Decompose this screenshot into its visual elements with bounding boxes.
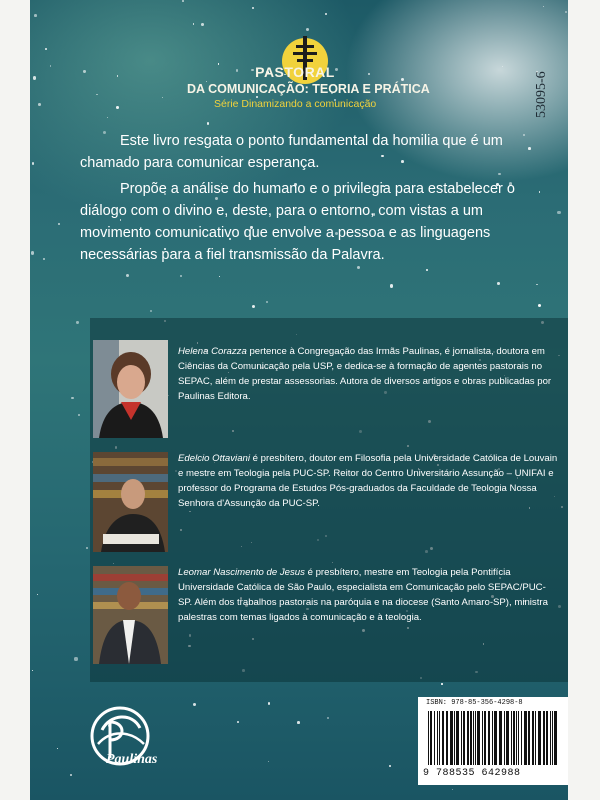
- star-dot: [33, 76, 36, 79]
- star-dot: [78, 414, 80, 416]
- star-dot: [207, 122, 209, 124]
- star-dot: [58, 223, 60, 225]
- star-dot: [266, 301, 268, 303]
- star-dot: [150, 310, 152, 312]
- author-bio: Edelcio Ottaviani é presbítero, doutor em Filosofia pela Universidade Católica de Louvain e mestre em Teologia pela PUC-SP. Reitor do Centro Universitário Assunção – UNIFAI e professor do Programa de Estudos Pós-graduados da Faculdade de Teologia Nossa Senhora d'Assunção da PUC-SP.: [178, 453, 558, 509]
- author-photo: [93, 566, 168, 664]
- author-name: Leomar Nascimento de Jesus: [178, 567, 305, 578]
- star-dot: [297, 721, 300, 724]
- book-back-cover: [30, 0, 568, 800]
- star-dot: [83, 70, 85, 72]
- author-photo: [93, 452, 168, 552]
- star-dot: [76, 321, 78, 323]
- star-dot: [441, 683, 443, 685]
- paulinas-logo-icon: [80, 700, 170, 790]
- series-subtitle: Série Dinamizando a comunicação: [214, 98, 377, 110]
- star-dot: [37, 594, 38, 595]
- catalog-code: 53095-6: [534, 71, 549, 119]
- barcode-label: [418, 697, 568, 785]
- star-dot: [390, 284, 393, 287]
- barcode-icon: [426, 711, 560, 767]
- star-dot: [162, 97, 163, 98]
- author-name: Helena Corazza: [178, 346, 247, 357]
- series-title: PASTORAL: [255, 64, 335, 80]
- publisher-name: Paulinas: [106, 752, 158, 767]
- star-dot: [31, 251, 34, 254]
- star-dot: [71, 397, 74, 400]
- star-dot: [126, 274, 129, 277]
- star-dot: [538, 304, 541, 307]
- barcode-digits: 9 788535 642988: [423, 768, 521, 779]
- star-dot: [497, 282, 500, 285]
- star-dot: [536, 284, 538, 286]
- star-dot: [327, 717, 329, 719]
- star-dot: [557, 211, 560, 214]
- star-dot: [86, 547, 88, 549]
- blurb-paragraph-1: Este livro resgata o ponto fundamental da homilia que é um chamado para comunicar esperança.: [80, 133, 503, 171]
- star-dot: [201, 23, 204, 26]
- star-dot: [268, 702, 270, 704]
- author-bio: Leomar Nascimento de Jesus é presbítero, mestre em Teologia pela Pontifícia Universidade Católica de São Paulo, especialista em Comunicação pelo SEPAC/PUC-SP. Além dos trabalhos pastorais na paróquia e na diocese (Santo Amaro-SP), ministra palestras com temas ligados à comunicação e à teologia.: [178, 567, 548, 623]
- star-dot: [117, 75, 118, 76]
- star-dot: [96, 94, 98, 96]
- star-dot: [193, 703, 196, 706]
- star-dot: [45, 48, 47, 50]
- star-dot: [32, 162, 35, 165]
- star-dot: [502, 66, 503, 67]
- star-dot: [57, 748, 58, 749]
- series-title-line2: DA COMUNICAÇÃO: TEORIA E PRÁTICA: [187, 82, 430, 96]
- author-name: Edelcio Ottaviani: [178, 453, 250, 464]
- star-dot: [116, 106, 119, 109]
- star-dot: [50, 65, 51, 66]
- star-dot: [74, 657, 77, 660]
- star-dot: [306, 28, 309, 31]
- isbn-text: ISBN: 978-85-356-4298-8: [426, 699, 523, 707]
- author-bio: Helena Corazza pertence à Congregação das Irmãs Paulinas, é jornalista, doutora em Ciências da Comunicação pela USP, e dedica-se à formação de agentes pastorais no SEPAC, além de prestar assessorias. Autora de diversos artigos e obras publicadas por Paulinas Editora.: [178, 346, 552, 402]
- star-dot: [325, 13, 327, 15]
- star-dot: [107, 117, 108, 118]
- star-dot: [252, 305, 255, 308]
- star-dot: [182, 0, 184, 2]
- star-dot: [219, 276, 220, 277]
- star-dot: [268, 761, 269, 762]
- author-photo: [93, 340, 168, 438]
- star-dot: [452, 789, 453, 790]
- star-dot: [43, 258, 45, 260]
- series-logo: [187, 36, 450, 116]
- star-dot: [389, 765, 391, 767]
- authors-panel: [90, 318, 568, 682]
- star-dot: [180, 275, 182, 277]
- star-dot: [70, 774, 72, 776]
- star-dot: [193, 23, 194, 24]
- star-dot: [38, 103, 41, 106]
- blurb-text: [80, 130, 550, 270]
- star-dot: [543, 6, 545, 8]
- star-dot: [252, 7, 254, 9]
- star-dot: [32, 670, 33, 671]
- blurb-paragraph-2: Propõe a análise do humano e o privilegia para estabelecer o diálogo com o divino e, deste, para o entorno, com vistas a um movimento comunicativo que envolve a pessoa e as linguagens necessárias para a fiel transmissão da Palavra.: [80, 181, 515, 263]
- star-dot: [565, 11, 567, 13]
- star-dot: [237, 721, 239, 723]
- star-dot: [34, 14, 37, 17]
